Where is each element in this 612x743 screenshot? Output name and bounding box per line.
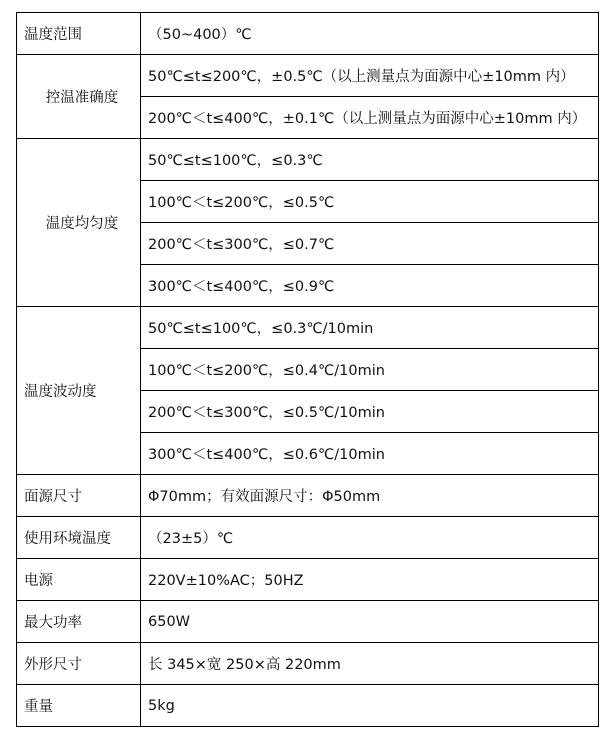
table-row (17, 475, 599, 517)
table-row (17, 601, 599, 643)
table-row (17, 685, 599, 727)
table-row (17, 643, 599, 685)
table-row (17, 13, 599, 55)
row-label: 温度波动度 (17, 307, 141, 475)
row-value: 100℃＜t≤200℃，≤0.4℃/10min (141, 349, 599, 391)
row-value: 300℃＜t≤400℃，≤0.9℃ (141, 265, 599, 307)
row-value: Φ70mm；有效面源尺寸：Φ50mm (141, 475, 599, 517)
row-value: 100℃＜t≤200℃，≤0.5℃ (141, 181, 599, 223)
row-label: 电源 (17, 559, 141, 601)
row-label: 面源尺寸 (17, 475, 141, 517)
row-value: 50℃≤t≤200℃，±0.5℃（以上测量点为面源中心±10mm 内） (141, 55, 599, 97)
row-label: 使用环境温度 (17, 517, 141, 559)
row-value: 5kg (141, 685, 599, 727)
table-row (17, 559, 599, 601)
spec-table (16, 12, 599, 727)
row-value: 650W (141, 601, 599, 643)
row-label: 最大功率 (17, 601, 141, 643)
row-value: 长 345×宽 250×高 220mm (141, 643, 599, 685)
row-value: 50℃≤t≤100℃，≤0.3℃ (141, 139, 599, 181)
row-value: 200℃＜t≤300℃，≤0.7℃ (141, 223, 599, 265)
row-label: 外形尺寸 (17, 643, 141, 685)
row-label: 控温准确度 (17, 55, 141, 139)
row-label: 温度范围 (17, 13, 141, 55)
table-row (17, 517, 599, 559)
row-value: 200℃＜t≤300℃，≤0.5℃/10min (141, 391, 599, 433)
row-label: 重量 (17, 685, 141, 727)
row-value: 200℃＜t≤400℃，±0.1℃（以上测量点为面源中心±10mm 内） (141, 97, 599, 139)
row-value: （23±5）℃ (141, 517, 599, 559)
table-row (17, 139, 599, 181)
table-row (17, 55, 599, 97)
row-value: 300℃＜t≤400℃，≤0.6℃/10min (141, 433, 599, 475)
table-row (17, 307, 599, 349)
row-value: 220V±10%AC；50HZ (141, 559, 599, 601)
row-label: 温度均匀度 (17, 139, 141, 307)
row-value: （50~400）℃ (141, 13, 599, 55)
row-value: 50℃≤t≤100℃，≤0.3℃/10min (141, 307, 599, 349)
